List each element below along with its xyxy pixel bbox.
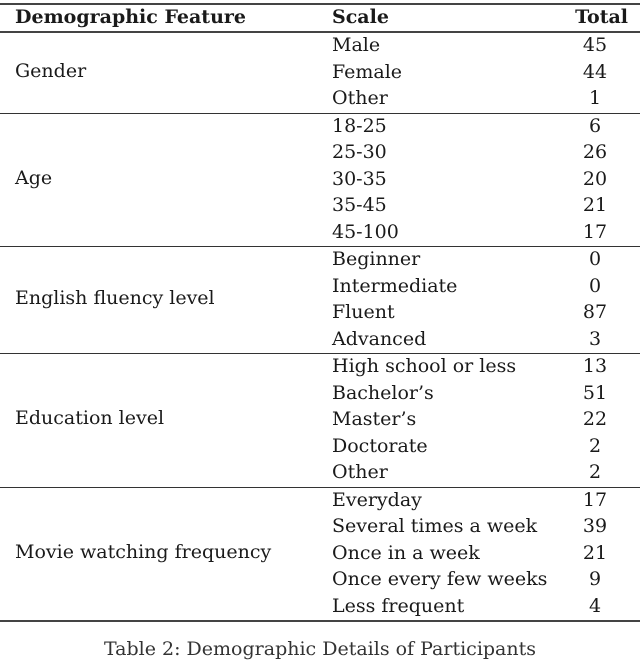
table-row xyxy=(0,220,640,247)
table-row xyxy=(0,33,640,60)
total-cell: 44 xyxy=(582,60,608,83)
table-row xyxy=(0,434,640,461)
total-cell: 51 xyxy=(582,381,608,404)
total-cell: 87 xyxy=(582,301,608,323)
header-row xyxy=(0,5,640,31)
table-row xyxy=(0,354,640,381)
scale-cell: Intermediate xyxy=(332,274,458,297)
table-row xyxy=(0,167,640,194)
total-cell: 3 xyxy=(588,327,602,350)
header-scale: Scale xyxy=(332,6,389,28)
scale-cell: 30-35 xyxy=(332,167,387,190)
scale-cell: Doctorate xyxy=(332,434,428,457)
feature-cell: Movie watching frequency xyxy=(15,540,272,563)
scale-cell: High school or less xyxy=(332,355,517,377)
group-rule xyxy=(0,620,640,622)
table-group xyxy=(0,114,640,247)
scale-cell: 35-45 xyxy=(332,194,387,216)
table-row xyxy=(0,86,640,113)
table-row xyxy=(0,140,640,167)
scale-cell: 18-25 xyxy=(332,114,387,137)
total-cell: 26 xyxy=(582,141,608,163)
total-cell: 13 xyxy=(582,355,608,377)
table-row xyxy=(0,247,640,274)
scale-cell: Other xyxy=(332,87,388,109)
table-row xyxy=(0,327,640,354)
total-cell: 0 xyxy=(588,248,602,270)
total-cell: 17 xyxy=(582,220,608,243)
total-cell: 17 xyxy=(582,488,608,511)
feature-cell: English fluency level xyxy=(15,287,215,309)
table-row xyxy=(0,114,640,141)
table-body xyxy=(0,33,640,622)
table-group xyxy=(0,33,640,113)
scale-cell: Male xyxy=(332,34,381,56)
feature-cell: Age xyxy=(15,166,53,189)
scale-cell: Several times a week xyxy=(332,515,538,537)
scale-cell: Fluent xyxy=(332,301,395,323)
scale-cell: Other xyxy=(332,461,388,483)
table-row xyxy=(0,60,640,87)
scale-cell: Advanced xyxy=(332,327,427,350)
total-cell: 39 xyxy=(582,515,608,537)
scale-cell: Master’s xyxy=(332,408,417,430)
table-row xyxy=(0,594,640,621)
total-cell: 1 xyxy=(588,87,602,109)
total-cell: 22 xyxy=(582,408,608,430)
table-row xyxy=(0,193,640,220)
total-cell: 0 xyxy=(588,274,602,297)
feature-cell: Education level xyxy=(15,407,165,430)
total-cell: 4 xyxy=(588,594,602,617)
header-total: Total xyxy=(575,6,628,28)
table-row xyxy=(0,488,640,515)
scale-cell: Bachelor’s xyxy=(332,381,434,404)
table-row xyxy=(0,514,640,541)
demographics-table xyxy=(0,3,640,622)
total-cell: 21 xyxy=(582,541,608,564)
header-feature: Demographic Feature xyxy=(15,6,246,28)
total-cell: 6 xyxy=(588,114,602,137)
scale-cell: Female xyxy=(332,60,403,83)
total-cell: 21 xyxy=(582,194,608,216)
scale-cell: 25-30 xyxy=(332,141,387,163)
scale-cell: Once in a week xyxy=(332,541,480,564)
scale-cell: Beginner xyxy=(332,248,421,270)
table-row xyxy=(0,460,640,487)
total-cell: 2 xyxy=(588,461,602,483)
table-group xyxy=(0,488,640,621)
table-caption: Table 2: Demographic Details of Participants xyxy=(103,638,537,660)
table-row xyxy=(0,567,640,594)
table-group xyxy=(0,354,640,487)
total-cell: 2 xyxy=(588,434,602,457)
scale-cell: 45-100 xyxy=(332,220,399,243)
scale-cell: Less frequent xyxy=(332,594,465,617)
scale-cell: Once every few weeks xyxy=(332,568,548,590)
table-row xyxy=(0,381,640,408)
scale-cell: Everyday xyxy=(332,488,422,511)
total-cell: 9 xyxy=(588,568,602,590)
total-cell: 45 xyxy=(582,34,608,56)
feature-cell: Gender xyxy=(15,59,87,82)
total-cell: 20 xyxy=(582,167,608,190)
table-group xyxy=(0,247,640,353)
